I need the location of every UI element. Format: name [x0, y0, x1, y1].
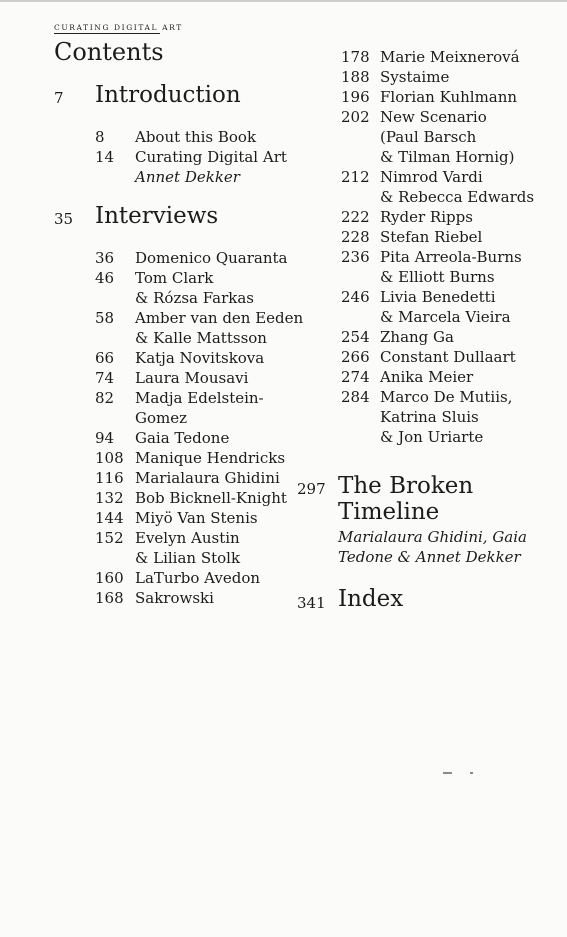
- toc-entry-title: [380, 367, 473, 387]
- toc-entry-page: 66: [95, 349, 115, 367]
- section-author-line: Tedone & Annet Dekker: [338, 548, 521, 566]
- toc-entry-line: LaTurbo Avedon: [135, 569, 261, 587]
- toc-entry-page: 144: [95, 509, 124, 527]
- section-authors-timeline: [338, 527, 527, 567]
- toc-entry-line: About this Book: [135, 128, 257, 146]
- toc-entry-title: [135, 127, 256, 147]
- toc-entry-line: Amber van den Eeden: [135, 309, 304, 327]
- toc-entry-line: & Marcela Vieira: [380, 308, 511, 326]
- toc-entry-page: 8: [95, 128, 105, 146]
- section-title-interviews: Interviews: [95, 203, 219, 229]
- toc-entry-title: [135, 468, 280, 488]
- section-page-index: 341: [297, 594, 326, 612]
- toc-entry-line: Laura Mousavi: [135, 369, 249, 387]
- section-title-line: Timeline: [338, 499, 440, 525]
- toc-entry-line: & Rebecca Edwards: [380, 188, 535, 206]
- toc-entry-page: 284: [341, 388, 370, 406]
- toc-entry-line: Curating Digital Art: [135, 148, 287, 166]
- toc-entry-title: [135, 568, 260, 588]
- toc-entry-line: Gomez: [135, 409, 188, 427]
- toc-entry-line: (Paul Barsch: [380, 128, 477, 146]
- page-title: Contents: [54, 38, 164, 66]
- toc-entry-line: & Elliott Burns: [380, 268, 495, 286]
- toc-entry-title: [135, 488, 287, 508]
- toc-entry-title: [135, 348, 264, 368]
- toc-entry-line: Florian Kuhlmann: [380, 88, 518, 106]
- section-page-introduction: 7: [54, 89, 64, 107]
- toc-entry-title: [135, 588, 214, 608]
- toc-entry-line: Marco De Mutiis,: [380, 388, 513, 406]
- toc-entry-title: [380, 287, 511, 327]
- section-title-line: The Broken: [338, 473, 474, 499]
- toc-entry-title: [135, 268, 254, 308]
- toc-entry-title: [380, 327, 454, 347]
- toc-entry-title: [380, 207, 473, 227]
- toc-entry-page: 14: [95, 148, 115, 166]
- toc-entry-line: New Scenario: [380, 108, 487, 126]
- toc-entry-line: Evelyn Austin: [135, 529, 240, 547]
- toc-entry-title: [380, 107, 515, 167]
- toc-entry-line: Stefan Riebel: [380, 228, 483, 246]
- section-title-introduction: Introduction: [95, 82, 241, 108]
- toc-entry-line: Miyö Van Stenis: [135, 509, 258, 527]
- toc-entry-page: 196: [341, 88, 370, 106]
- toc-entry-page: 36: [95, 249, 115, 267]
- toc-entry-title: [380, 227, 482, 247]
- toc-entry-line: Manique Hendricks: [135, 449, 286, 467]
- toc-entry-title: [380, 167, 534, 207]
- toc-entry-title: [380, 247, 522, 287]
- toc-entry-line: Sakrowski: [135, 589, 214, 607]
- toc-entry-title: [135, 448, 285, 468]
- toc-entry-page: 58: [95, 309, 115, 327]
- toc-entry-line: & Jon Uriarte: [380, 428, 484, 446]
- toc-entry-page: 222: [341, 208, 370, 226]
- toc-entry-line: & Tilman Hornig): [380, 148, 515, 166]
- toc-entry-author: Annet Dekker: [135, 168, 240, 186]
- toc-entry-page: 202: [341, 108, 370, 126]
- toc-entry-page: 266: [341, 348, 370, 366]
- toc-entry-title: [380, 87, 517, 107]
- toc-entry-title: [380, 47, 520, 67]
- toc-entry-page: 228: [341, 228, 370, 246]
- toc-entry-title: [135, 388, 264, 428]
- toc-entry-page: 46: [95, 269, 115, 287]
- toc-entry-line: Livia Benedetti: [380, 288, 496, 306]
- toc-entry-page: 160: [95, 569, 124, 587]
- toc-entry-page: 152: [95, 529, 124, 547]
- toc-entry-title: [135, 368, 248, 388]
- toc-entry-line: Domenico Quaranta: [135, 249, 288, 267]
- toc-entry-page: 132: [95, 489, 124, 507]
- toc-entry-page: 108: [95, 449, 124, 467]
- toc-entry-title: [135, 308, 303, 348]
- toc-entry-line: Pita Arreola-Burns: [380, 248, 522, 266]
- toc-entry-line: Zhang Ga: [380, 328, 454, 346]
- toc-entry-page: 74: [95, 369, 115, 387]
- toc-entry-line: Nimrod Vardi: [380, 168, 483, 186]
- page-top-edge: [0, 0, 567, 2]
- toc-entry-line: Ryder Ripps: [380, 208, 473, 226]
- toc-entry-page: 212: [341, 168, 370, 186]
- toc-entry-line: Marie Meixnerová: [380, 48, 520, 66]
- toc-entry-line: Marialaura Ghidini: [135, 469, 280, 487]
- toc-entry-line: Constant Dullaart: [380, 348, 516, 366]
- toc-entry-line: Bob Bicknell-Knight: [135, 489, 287, 507]
- section-title-timeline: [338, 473, 473, 525]
- toc-entry-line: Anika Meier: [380, 368, 474, 386]
- toc-entry-line: & Kalle Mattsson: [135, 329, 267, 347]
- toc-entry-title: [135, 428, 229, 448]
- paper-speck: [443, 772, 452, 774]
- toc-entry-line: Systaime: [380, 68, 450, 86]
- toc-entry-line: & Rózsa Farkas: [135, 289, 254, 307]
- toc-entry-title: [135, 508, 258, 528]
- toc-entry-page: 188: [341, 68, 370, 86]
- running-head: CURATING DIGITAL ART: [54, 23, 183, 32]
- running-head-rule: [54, 33, 160, 34]
- toc-entry-title: [380, 347, 516, 367]
- toc-entry-title: [135, 528, 240, 568]
- toc-entry-title: [135, 248, 287, 268]
- toc-entry-page: 168: [95, 589, 124, 607]
- toc-entry-line: & Lilian Stolk: [135, 549, 241, 567]
- toc-entry-page: 94: [95, 429, 115, 447]
- toc-entry-title: [135, 147, 287, 187]
- section-author-line: Marialaura Ghidini, Gaia: [338, 528, 527, 546]
- toc-entry-page: 274: [341, 368, 370, 386]
- toc-entry-page: 178: [341, 48, 370, 66]
- toc-entry-line: Tom Clark: [135, 269, 214, 287]
- toc-entry-page: 246: [341, 288, 370, 306]
- toc-entry-page: 82: [95, 389, 115, 407]
- toc-entry-title: [380, 387, 512, 447]
- section-page-timeline: 297: [297, 480, 326, 498]
- toc-entry-line: Gaia Tedone: [135, 429, 230, 447]
- toc-entry-page: 116: [95, 469, 124, 487]
- toc-entry-line: Katrina Sluis: [380, 408, 479, 426]
- toc-entry-page: 254: [341, 328, 370, 346]
- toc-entry-line: Katja Novitskova: [135, 349, 265, 367]
- section-page-interviews: 35: [54, 210, 74, 228]
- section-title-index: Index: [338, 586, 404, 612]
- paper-speck: [470, 772, 473, 774]
- toc-entry-line: Madja Edelstein-: [135, 389, 264, 407]
- toc-entry-title: [380, 67, 449, 87]
- toc-entry-page: 236: [341, 248, 370, 266]
